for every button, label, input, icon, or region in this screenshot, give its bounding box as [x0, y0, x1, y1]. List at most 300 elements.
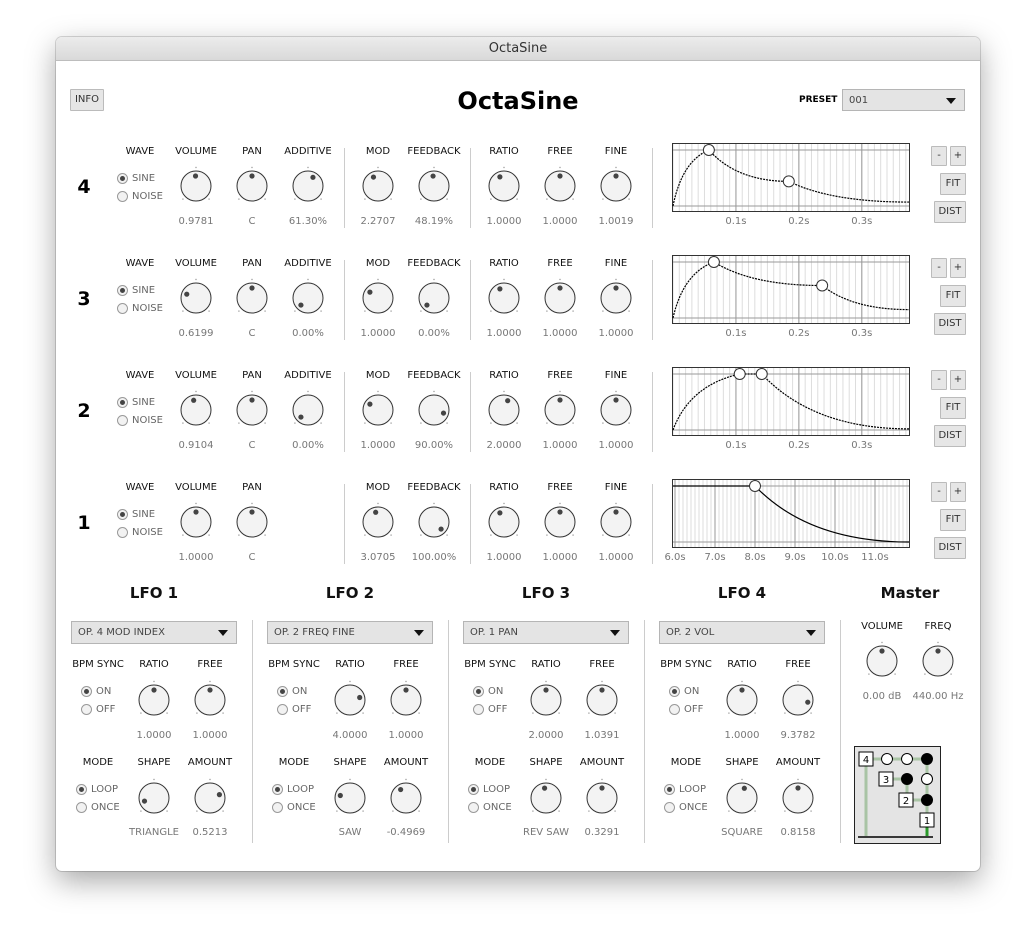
- knob-indicator: [207, 687, 212, 692]
- radio-circle: [117, 397, 128, 408]
- lfo-ratio-knob[interactable]: [330, 680, 370, 720]
- lfo-shape-knob[interactable]: [330, 778, 370, 818]
- mode-label: MODE: [474, 757, 506, 768]
- lfo-shape-knob[interactable]: [134, 778, 174, 818]
- fine-value: 1.0019: [598, 216, 634, 227]
- lfo-amount-knob[interactable]: [778, 778, 818, 818]
- master-volume-knob[interactable]: [862, 641, 902, 681]
- knob-indicator: [357, 695, 362, 700]
- mode-label: MODE: [670, 757, 702, 768]
- knob-indicator: [249, 509, 254, 514]
- preset-select[interactable]: [842, 89, 965, 111]
- free-knob[interactable]: [540, 278, 580, 318]
- routing-operator-box: 3: [882, 775, 890, 786]
- knob-indicator: [879, 648, 884, 653]
- envelope-curve: [673, 262, 909, 318]
- mode-once-radio[interactable]: [664, 802, 708, 813]
- fine-value: 1.0000: [598, 328, 634, 339]
- bpm-sync-on-radio[interactable]: [473, 686, 503, 697]
- knob-indicator: [151, 687, 156, 692]
- free-label: FREE: [547, 482, 573, 493]
- radio-label: ON: [488, 686, 504, 697]
- free-value: 1.0000: [542, 552, 578, 563]
- volume-value: 0.6199: [178, 328, 214, 339]
- pan-value: C: [248, 328, 256, 339]
- plugin-window: [56, 37, 980, 871]
- additive-value: 61.30%: [288, 216, 328, 227]
- envelope-editor[interactable]: [672, 143, 910, 212]
- fit-button[interactable]: FIT: [940, 173, 966, 195]
- feedback-knob[interactable]: [414, 502, 454, 542]
- pan-value: C: [248, 216, 256, 227]
- chevron-down-icon: [946, 98, 956, 104]
- mode-once-radio[interactable]: [468, 802, 512, 813]
- knob-indicator: [599, 785, 604, 790]
- lfo-target-select[interactable]: [267, 621, 433, 644]
- envelope-time-label: 0.1s: [725, 440, 747, 451]
- feedback-value: 48.19%: [414, 216, 454, 227]
- envelope-node: [783, 176, 794, 187]
- knob-indicator: [249, 173, 254, 178]
- bpm-sync-on-radio[interactable]: [277, 686, 307, 697]
- ratio-value: 2.0000: [486, 440, 522, 451]
- mod-value: 3.0705: [360, 552, 396, 563]
- mode-once-radio[interactable]: [76, 802, 120, 813]
- lfo-free-knob[interactable]: [778, 680, 818, 720]
- lfo-target-value: OP. 1 PAN: [470, 627, 518, 638]
- radio-label: NOISE: [132, 303, 163, 314]
- knob-indicator: [367, 402, 372, 407]
- radio-label: NOISE: [132, 415, 163, 426]
- ratio-label: RATIO: [489, 370, 519, 381]
- lfo-amount-knob[interactable]: [582, 778, 622, 818]
- dist-button[interactable]: DIST: [934, 201, 966, 223]
- amount-value: -0.4969: [386, 827, 426, 838]
- ratio-label: RATIO: [727, 659, 757, 670]
- additive-label: ADDITIVE: [284, 370, 332, 381]
- free-label: FREE: [547, 146, 573, 157]
- lfo-target-select[interactable]: [659, 621, 825, 644]
- lfo-amount-knob[interactable]: [386, 778, 426, 818]
- radio-label: OFF: [292, 704, 312, 715]
- wave-sine-radio[interactable]: [117, 509, 155, 520]
- shape-value: SQUARE: [721, 827, 763, 838]
- radio-circle: [277, 686, 288, 697]
- divider: [344, 260, 345, 340]
- amount-value: 0.3291: [584, 827, 620, 838]
- additive-value: 0.00%: [292, 440, 324, 451]
- wave-sine-radio[interactable]: [117, 397, 155, 408]
- mode-label: MODE: [278, 757, 310, 768]
- envelope-node: [750, 481, 761, 492]
- mod-knob[interactable]: [358, 166, 398, 206]
- radio-circle: [277, 704, 288, 715]
- radio-label: ONCE: [483, 802, 512, 813]
- free-label: FREE: [197, 659, 223, 670]
- lfo-target-select[interactable]: [463, 621, 629, 644]
- shape-value: SAW: [338, 827, 362, 838]
- wave-label: WAVE: [125, 482, 155, 493]
- radio-circle: [117, 285, 128, 296]
- routing-operator-box: 2: [902, 796, 910, 807]
- envelope-node: [708, 257, 719, 268]
- envelope-time-label: 8.0s: [744, 552, 766, 563]
- radio-label: SINE: [132, 285, 156, 296]
- radio-label: ONCE: [287, 802, 316, 813]
- preset-label: PRESET: [799, 95, 838, 105]
- zoom-in-button[interactable]: +: [950, 146, 966, 166]
- chevron-down-icon: [414, 630, 424, 636]
- master-volume-value: 0.00 dB: [862, 691, 902, 702]
- radio-label: SINE: [132, 397, 156, 408]
- mode-loop-radio[interactable]: [664, 784, 706, 795]
- radio-circle: [117, 191, 128, 202]
- feedback-value: 90.00%: [414, 440, 454, 451]
- radio-label: LOOP: [91, 784, 118, 795]
- wave-sine-radio[interactable]: [117, 285, 155, 296]
- free-value: 1.0391: [584, 730, 620, 741]
- envelope-editor[interactable]: [672, 479, 910, 548]
- lfo-free-knob[interactable]: [386, 680, 426, 720]
- feedback-label: FEEDBACK: [407, 482, 461, 493]
- lfo-shape-knob[interactable]: [526, 778, 566, 818]
- shape-label: SHAPE: [529, 757, 563, 768]
- radio-label: OFF: [684, 704, 704, 715]
- envelope-time-label: 0.3s: [851, 440, 873, 451]
- routing-operator-box: 1: [923, 816, 931, 827]
- zoom-out-button[interactable]: -: [931, 482, 947, 502]
- free-label: FREE: [547, 258, 573, 269]
- radio-circle: [117, 303, 128, 314]
- knob-indicator: [795, 785, 800, 790]
- knob-indicator: [430, 173, 435, 178]
- master-freq-value: 440.00 Hz: [912, 691, 964, 702]
- free-knob[interactable]: [540, 166, 580, 206]
- bpm-sync-off-radio[interactable]: [81, 704, 115, 715]
- radio-label: ON: [96, 686, 112, 697]
- lfo-title: LFO 4: [717, 584, 767, 602]
- knob-indicator: [338, 793, 343, 798]
- amount-value: 0.5213: [192, 827, 228, 838]
- ratio-label: RATIO: [335, 659, 365, 670]
- fine-value: 1.0000: [598, 440, 634, 451]
- lfo-shape-knob[interactable]: [722, 778, 762, 818]
- lfo-free-knob[interactable]: [190, 680, 230, 720]
- knob-indicator: [613, 173, 618, 178]
- additive-knob[interactable]: [288, 166, 328, 206]
- knob-indicator: [298, 414, 303, 419]
- ratio-label: RATIO: [531, 659, 561, 670]
- envelope-time-label: 7.0s: [704, 552, 726, 563]
- additive-knob[interactable]: [288, 278, 328, 318]
- zoom-in-button[interactable]: +: [950, 258, 966, 278]
- knob-indicator: [613, 397, 618, 402]
- free-value: 1.0000: [542, 440, 578, 451]
- knob-indicator: [367, 290, 372, 295]
- dist-button[interactable]: DIST: [934, 313, 966, 335]
- pan-knob[interactable]: [232, 502, 272, 542]
- volume-knob[interactable]: [176, 278, 216, 318]
- bpm-sync-off-radio[interactable]: [669, 704, 703, 715]
- radio-circle: [468, 802, 479, 813]
- modulation-toggle: [882, 754, 893, 765]
- knob-indicator: [497, 510, 502, 515]
- knob-indicator: [505, 398, 510, 403]
- feedback-knob[interactable]: [414, 278, 454, 318]
- mod-label: MOD: [365, 146, 391, 157]
- fine-knob[interactable]: [596, 390, 636, 430]
- mod-value: 1.0000: [360, 328, 396, 339]
- amount-label: AMOUNT: [187, 757, 233, 768]
- knob-indicator: [742, 786, 747, 791]
- divider: [652, 148, 653, 228]
- wave-noise-radio[interactable]: [117, 303, 163, 314]
- free-value: 1.0000: [192, 730, 228, 741]
- mod-value: 2.2707: [360, 216, 396, 227]
- dist-button[interactable]: DIST: [934, 425, 966, 447]
- mode-loop-radio[interactable]: [76, 784, 118, 795]
- knob-indicator: [739, 687, 744, 692]
- shape-value: TRIANGLE: [129, 827, 179, 838]
- ratio-knob[interactable]: [484, 166, 524, 206]
- volume-knob[interactable]: [176, 166, 216, 206]
- lfo-free-knob[interactable]: [582, 680, 622, 720]
- wave-noise-radio[interactable]: [117, 191, 163, 202]
- modulation-toggle: [922, 774, 933, 785]
- ratio-knob[interactable]: [484, 390, 524, 430]
- fine-label: FINE: [604, 370, 628, 381]
- zoom-in-button[interactable]: +: [950, 482, 966, 502]
- routing-matrix[interactable]: [854, 746, 941, 844]
- radio-circle: [117, 173, 128, 184]
- fit-button[interactable]: FIT: [940, 397, 966, 419]
- envelope-time-label: 0.2s: [788, 328, 810, 339]
- shape-label: SHAPE: [137, 757, 171, 768]
- shape-label: SHAPE: [333, 757, 367, 768]
- lfo-ratio-knob[interactable]: [722, 680, 762, 720]
- divider: [344, 148, 345, 228]
- feedback-label: FEEDBACK: [407, 258, 461, 269]
- app-title: OctaSine: [457, 87, 579, 115]
- wave-sine-radio[interactable]: [117, 173, 155, 184]
- knob-indicator: [249, 397, 254, 402]
- knob-indicator: [613, 285, 618, 290]
- volume-knob[interactable]: [176, 390, 216, 430]
- pan-knob[interactable]: [232, 278, 272, 318]
- divider: [652, 260, 653, 340]
- divider: [470, 372, 471, 452]
- fine-knob[interactable]: [596, 502, 636, 542]
- volume-label: VOLUME: [175, 370, 217, 381]
- radio-circle: [664, 802, 675, 813]
- fine-label: FINE: [604, 146, 628, 157]
- feedback-knob[interactable]: [414, 166, 454, 206]
- knob-indicator: [193, 173, 198, 178]
- bpm-sync-label: BPM SYNC: [72, 659, 124, 670]
- ratio-value: 1.0000: [486, 552, 522, 563]
- feedback-label: FEEDBACK: [407, 370, 461, 381]
- divider: [652, 372, 653, 452]
- wave-noise-radio[interactable]: [117, 527, 163, 538]
- wave-label: WAVE: [125, 146, 155, 157]
- chevron-down-icon: [610, 630, 620, 636]
- master-freq-knob[interactable]: [918, 641, 958, 681]
- divider: [470, 484, 471, 564]
- radio-label: SINE: [132, 509, 156, 520]
- lfo-title: LFO 2: [325, 584, 375, 602]
- radio-label: LOOP: [679, 784, 706, 795]
- radio-circle: [669, 686, 680, 697]
- fine-value: 1.0000: [598, 552, 634, 563]
- mod-value: 1.0000: [360, 440, 396, 451]
- mode-loop-radio[interactable]: [468, 784, 510, 795]
- ratio-value: 1.0000: [136, 730, 172, 741]
- pan-value: C: [248, 440, 256, 451]
- bpm-sync-off-radio[interactable]: [277, 704, 311, 715]
- knob-indicator: [398, 787, 403, 792]
- mod-knob[interactable]: [358, 278, 398, 318]
- fine-label: FINE: [604, 258, 628, 269]
- knob-indicator: [542, 785, 547, 790]
- lfo-target-value: OP. 4 MOD INDEX: [78, 627, 165, 638]
- lfo-target-select[interactable]: [71, 621, 237, 644]
- ratio-value: 1.0000: [486, 328, 522, 339]
- lfo-amount-knob[interactable]: [190, 778, 230, 818]
- divider: [470, 260, 471, 340]
- knob-indicator: [543, 687, 548, 692]
- volume-label: VOLUME: [175, 482, 217, 493]
- mode-label: MODE: [82, 757, 114, 768]
- volume-knob[interactable]: [176, 502, 216, 542]
- ratio-value: 2.0000: [528, 730, 564, 741]
- mod-knob[interactable]: [358, 502, 398, 542]
- ratio-knob[interactable]: [484, 278, 524, 318]
- free-label: FREE: [785, 659, 811, 670]
- mod-label: MOD: [365, 258, 391, 269]
- bpm-sync-on-radio[interactable]: [669, 686, 699, 697]
- radio-label: ON: [684, 686, 700, 697]
- mode-loop-radio[interactable]: [272, 784, 314, 795]
- radio-label: OFF: [96, 704, 116, 715]
- free-label: FREE: [547, 370, 573, 381]
- envelope-time-label: 10.0s: [821, 552, 849, 563]
- operator-number: 4: [77, 176, 91, 198]
- mod-knob[interactable]: [358, 390, 398, 430]
- envelope-time-label: 0.3s: [851, 216, 873, 227]
- mode-once-radio[interactable]: [272, 802, 316, 813]
- amount-label: AMOUNT: [775, 757, 821, 768]
- radio-label: NOISE: [132, 191, 163, 202]
- window-titlebar: OctaSine: [56, 37, 980, 61]
- bpm-sync-on-radio[interactable]: [81, 686, 111, 697]
- free-knob[interactable]: [540, 502, 580, 542]
- feedback-value: 0.00%: [418, 328, 450, 339]
- envelope-node: [734, 369, 745, 380]
- pan-knob[interactable]: [232, 166, 272, 206]
- divider: [652, 484, 653, 564]
- divider: [344, 372, 345, 452]
- knob-indicator: [497, 174, 502, 179]
- fine-knob[interactable]: [596, 278, 636, 318]
- lfo-target-value: OP. 2 FREQ FINE: [274, 627, 355, 638]
- wave-noise-radio[interactable]: [117, 415, 163, 426]
- lfo-ratio-knob[interactable]: [526, 680, 566, 720]
- fine-knob[interactable]: [596, 166, 636, 206]
- divider: [252, 620, 253, 843]
- info-button[interactable]: INFO: [70, 89, 104, 111]
- shape-value: REV SAW: [522, 827, 570, 838]
- zoom-out-button[interactable]: -: [931, 258, 947, 278]
- divider: [344, 484, 345, 564]
- knob-indicator: [557, 509, 562, 514]
- ratio-label: RATIO: [489, 258, 519, 269]
- radio-label: ONCE: [91, 802, 120, 813]
- radio-circle: [272, 784, 283, 795]
- divider: [840, 620, 841, 843]
- chevron-down-icon: [218, 630, 228, 636]
- fit-button[interactable]: FIT: [940, 285, 966, 307]
- ratio-label: RATIO: [489, 482, 519, 493]
- feedback-knob[interactable]: [414, 390, 454, 430]
- radio-label: OFF: [488, 704, 508, 715]
- free-value: 1.0000: [388, 730, 424, 741]
- zoom-out-button[interactable]: -: [931, 146, 947, 166]
- knob-indicator: [373, 510, 378, 515]
- bpm-sync-label: BPM SYNC: [464, 659, 516, 670]
- zoom-out-button[interactable]: -: [931, 370, 947, 390]
- knob-indicator: [310, 175, 315, 180]
- radio-circle: [117, 415, 128, 426]
- free-knob[interactable]: [540, 390, 580, 430]
- modulation-toggle: [922, 754, 933, 765]
- pan-knob[interactable]: [232, 390, 272, 430]
- additive-label: ADDITIVE: [284, 258, 332, 269]
- volume-label: VOLUME: [175, 146, 217, 157]
- additive-knob[interactable]: [288, 390, 328, 430]
- envelope-time-label: 11.0s: [861, 552, 889, 563]
- pan-label: PAN: [242, 146, 262, 157]
- divider: [448, 620, 449, 843]
- envelope-editor[interactable]: [672, 255, 910, 324]
- volume-label: VOLUME: [175, 258, 217, 269]
- bpm-sync-off-radio[interactable]: [473, 704, 507, 715]
- operator-number: 2: [77, 400, 91, 422]
- knob-indicator: [142, 798, 147, 803]
- dist-button[interactable]: DIST: [934, 537, 966, 559]
- knob-indicator: [805, 700, 810, 705]
- bpm-sync-label: BPM SYNC: [268, 659, 320, 670]
- radio-circle: [664, 784, 675, 795]
- bpm-sync-label: BPM SYNC: [660, 659, 712, 670]
- lfo-ratio-knob[interactable]: [134, 680, 174, 720]
- free-value: 1.0000: [542, 216, 578, 227]
- radio-circle: [76, 784, 87, 795]
- knob-indicator: [403, 687, 408, 692]
- radio-label: NOISE: [132, 527, 163, 538]
- envelope-editor[interactable]: [672, 367, 910, 436]
- additive-value: 0.00%: [292, 328, 324, 339]
- envelope-time-label: 0.2s: [788, 216, 810, 227]
- knob-indicator: [191, 398, 196, 403]
- chevron-down-icon: [806, 630, 816, 636]
- lfo-target-value: OP. 2 VOL: [666, 627, 715, 638]
- zoom-in-button[interactable]: +: [950, 370, 966, 390]
- fit-button[interactable]: FIT: [940, 509, 966, 531]
- ratio-knob[interactable]: [484, 502, 524, 542]
- free-label: FREE: [393, 659, 419, 670]
- envelope-time-label: 9.0s: [784, 552, 806, 563]
- free-label: FREE: [589, 659, 615, 670]
